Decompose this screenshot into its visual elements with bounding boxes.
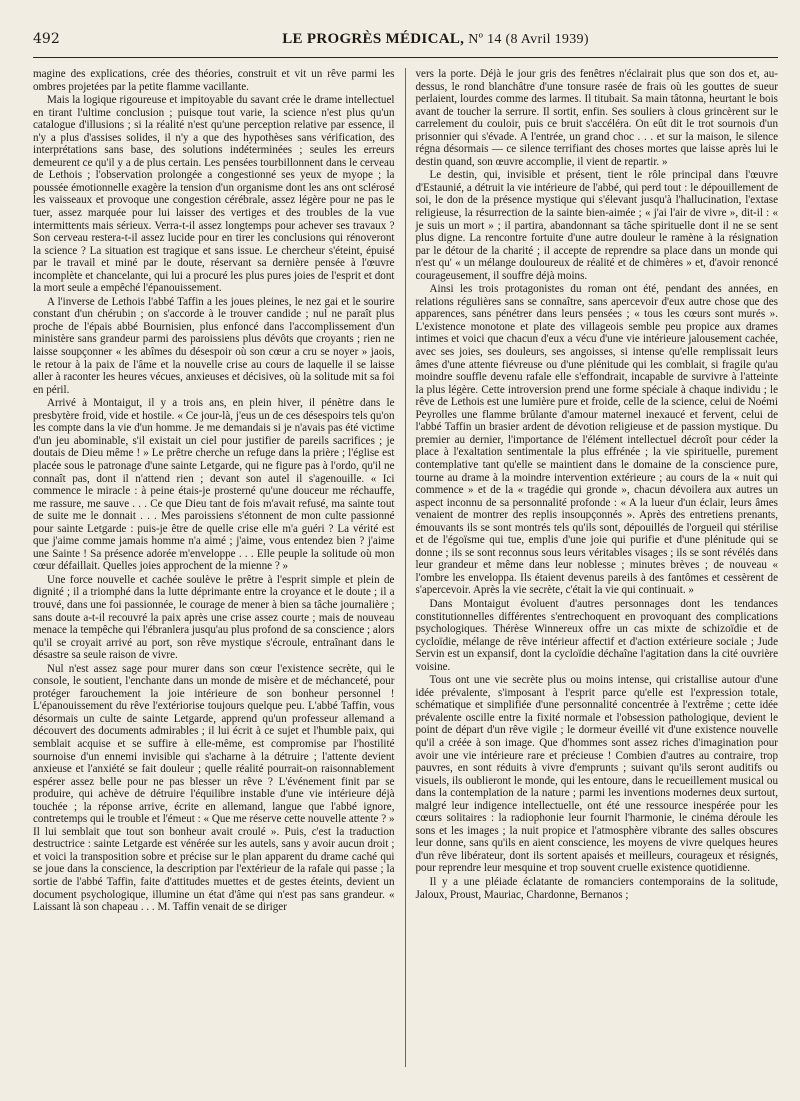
article-body — [33, 68, 778, 1067]
paragraph: Ainsi les trois protagonistes du roman ont été, pendant des années, en relations régulières sans se connaître, sans apercevoir d'eux autre chose que des apparences, sans pénétrer dans leurs pensées ; « tous les cœurs sont murés ». L'existence monotone et plate des villageois semble peu propice aux drames intimes et voici que chacun d'eux a vécu d'une vie intérieure jalousement cachée, avec ses joies, ses douleurs, ses angoisses, si intense qu'elle remplissait leurs âmes d'une attente fiévreuse ou d'une plénitude qui les comblait, si fragile qu'au moindre souffle devenu rafale elle s'effondrait, incapable de survivre à l'atteinte la plus légère. Cette introversion prend une forme spéciale à chaque individu ; le rêve de Lethois est une lumière pure et froide, celle de la science, celui de Noémi Peyrolles une flamme brûlante d'amour maternel inexaucé et fervent, celui de l'abbé Taffin un brasier ardent de dévotion religieuse et de passion mystique. Du premier au dernier, l'importance de l'élément intellectuel décroît pour céder la place à l'exaltation sentimentale la plus effrénée ; la vie spirituelle, purement contemplative tant qu'elle se maintient dans le domaine de la conscience pure, tourne au drame à la moindre intervention extérieure ; au cours de la « nuit qui commence » et de la « tragédie qui gronde », chacun dévoilera aux autres un aspect inconnu de sa personnalité profonde : « A la lueur d'un éclair, leurs âmes venaient de montrer des replis insoupçonnés ». Après des entretiens prenants, émouvants ils se sont montrés tels qu'ils sont, dépouillés de l'orgueil qui stérilise et de l'égoïsme qui tue, emplis d'une joie qui purifie et d'une plénitude qui se donne ; ils se sont reconnus sous leurs véritables visages ; ils se sont révélés dans leur grandeur et même dans leur noblesse ; minutes brèves ; de nouveau « l'ombre les enveloppa. Ils étaient devenus pareils à des fantômes et cessèrent de s'apercevoir. Après la vie secrète, c'était la vie qui continuait. » — [415, 283, 778, 597]
paragraph: Dans Montaigut évoluent d'autres personnages dont les tendances constitutionnelles différentes s'entrechoquent en provoquant des complications psychologiques. Thérèse Winnereux offre un cas mixte de schizoïdie et de cycloïdie, mélange de rêve intérieur affectif et d'action extérieure sociale ; Jude Servin est un expansif, dont la cycloïdie déchaîne l'agitation dans la cité ouvrière voisine. — [415, 597, 778, 673]
running-title — [93, 31, 778, 48]
paragraph: magine des explications, crée des théories, construit et vit un rêve parmi les ombres projetées par la petite flamme vacillante. — [33, 68, 395, 93]
right-column — [406, 68, 779, 1067]
journal-title: LE PROGRÈS MÉDICAL, — [282, 31, 465, 47]
issue-info: Nº 14 (8 Avril 1939) — [468, 32, 589, 47]
paragraph: Il y a une pléiade éclatante de romanciers contemporains de la solitude, Jaloux, Proust, Mauriac, Chardonne, Bernanos ; — [415, 876, 778, 901]
paragraph: Nul n'est assez sage pour murer dans son cœur l'existence secrète, qui le console, le soutient, l'enchante dans un monde de misère et de méchanceté, pour protéger farouchement la joie intérieure de son bonheur personnel ! L'épanouissement du rêve l'extériorise toujours quelque peu. L'abbé Taffin, vous désormais un culte de sainte Letgarde, apprend qu'un professeur allemand a découvert des documents admirables ; il lui écrit à ce sujet et l'humble paix, qui semblait acquise et se suffire à elle-même, est compromise par l'hostilité sournoise d'un ennemi invisible qui s'acharne à la détruire ; l'attente devient anxieuse et l'anxiété se fait douleur ; quelle réalité pourrait-on raisonnablement espérer assez belle pour ne pas blesser un rêve ? L'événement finit par se produire, qui achève de détruire l'équilibre instable d'une vie intérieure déjà touchée ; la réponse arrive, écrite en allemand, langue que l'abbé ignore, contretemps qui le trouble et l'émeut : « Que me réserve cette nouvelle attente ? » Il lui semblait que tout son bonheur avait croulé ». Puis, c'est la traduction destructrice : sainte Letgarde est vénérée sur les autels, sans y avoir aucun droit ; et voici la transposition sobre et précise sur le plan apparent du drame caché qui se joue dans la conscience, la description par l'extérieur de la rafale qui passe ; la sortie de l'abbé Taffin, faite d'attitudes muettes et de gestes éteints, devient un document psychologique, illumine un état d'âme qui n'est pas sans grandeur. « Laissant là son chapeau . . . M. Taffin venait de se diriger — [33, 662, 395, 914]
page-number: 492 — [33, 31, 60, 47]
paragraph: Tous ont une vie secrète plus ou moins intense, qui cristallise autour d'une idée prévalente, s'imposant à l'esprit parce qu'elle est l'expression totale, schématique et simplifiée d'une personnalité concentrée à l'extrême ; cette idée prévalente oscille entre la fixité normale et l'obsession pathologique, devient le point de départ d'un rêve vigile ; le dormeur éveillé vit d'une existence nouvelle qu'il a créée à son image. Que d'hommes sont assez riches d'imagination pour avoir une vie intérieure rare et précieuse ! Combien d'autres au contraire, trop pauvres, en sont réduits à vivre d'emprunts ; suivant qu'ils seront auditifs ou visuels, ils oublieront le monde, qui les entoure, dans le recueillement musical ou dans la contemplation de la nature ; parmi les inventions modernes deux surtout, malgré leur indigence intellectuelle, ont été une ressource inespérée pour les cœurs solitaires : la radiophonie leur fournit l'harmonie, le cinéma déroule les sons et les images ; la nuit propice et l'atmosphère vibrante des salles obscures leur donne, sans qu'ils en aient conscience, les moyens de vivre quelques heures d'un rêve libérateur, dont ils sortent apaisés et meilleurs, courageux et résignés, pour reprendre leur mesquine et trop souvent cruelle existence quotidienne. — [415, 674, 778, 875]
paragraph: vers la porte. Déjà le jour gris des fenêtres n'éclairait plus que son dos et, au-dessus, le rond blanchâtre d'une tonsure rasée de frais où les gouttes de sueur perlaient, lourdes comme des larmes. Il titubait. Sa main tâtonna, heurtant le bois avant de toucher la serrure. Il sortit, enfin. Ses souliers à clous grincèrent sur le carrelement du couloir, puis ce bruit s'accéléra. On eût dit le trot sournois d'un prisonnier qui s'évade. A l'entrée, un grand choc . . . et sur la maison, le silence régna désormais — ce silence terrifiant des choses mortes que laisse après lui le destin quand, son œuvre accomplie, il vient de repartir. » — [415, 68, 778, 168]
paragraph: Mais la logique rigoureuse et impitoyable du savant crée le drame intellectuel en tirant l'ultime conclusion ; puisque tout varie, la science n'est plus qu'un catalogue d'illusions ; si la réalité n'est qu'une perception relative par essence, il n'y a plus d'assises solides, il n'y a que des hypothèses sans vérification, des interprétations sans base, des solutions indéterminées ; seules les erreurs demeurent ce qu'il y a de plus certain. Les pensées tourbillonnent dans le cerveau de Lethois ; l'observation prolongée a congestionné ses yeux de myope ; la poussée émotionnelle exagère la tension d'un organisme dont les ans ont sclérosé les vaisseaux et provoque une congestion cérébrale, assez légère pour ne pas le tuer, assez marquée pour lui laisser des vertiges et des troubles de la vue intermittents mais sérieux. Verra-t-il assez longtemps pour achever ses travaux ? Son cerveau restera-t-il assez lucide pour en tirer les conclusions qui rénoveront la science ? La situation est tragique et sans issue. Le chercheur s'éteint, épuisé par le travail et miné par le doute, réservant sa dernière pensée à l'œuvre incomplète et chancelante, qui lui a procuré les plus pures joies de l'esprit et dont la mort seule a empêché l'épanouissement. — [33, 94, 395, 295]
paragraph: Le destin, qui, invisible et présent, tient le rôle principal dans l'œuvre d'Estaunié, a détruit la vie intérieure de l'abbé, qui perd tout : le dépouillement de soi, le don de la présence mystique qui s'élevant jusqu'à l'hallucination, l'extase religieuse, la résurrection de la sainte bien-aimée ; « j'ai l'air de vivre », dit-il : « je suis un mort » ; il partira, abandonnant sa tâche spirituelle dont il ne se sent plus digne. La rencontre fortuite d'une autre douleur le ramène à la résignation par le détour de la charité ; il accepte de reprendre sa place dans un monde qui n'est qu' « un mélange douloureux de réalité et de chimères » et, d'avoir renoncé courageusement, il souffre déjà moins. — [415, 169, 778, 282]
left-column — [33, 68, 406, 1067]
paragraph: A l'inverse de Lethois l'abbé Taffin a les joues pleines, le nez gai et le sourire constant d'un chérubin ; on s'accorde à le trouver candide ; nul ne paraît plus proche de l'épais abbé Bournisien, plus enfoncé dans l'accomplissement d'un ministère sans grandeur parmi des paroissiens plus dévôts que croyants ; rien ne laisse soupçonner « les abîmes du désespoir où son cœur a cru se noyer » jaois, le retour à la paix de l'âme et la nouvelle crise au cours de laquelle il se laisse aller à raconter les heures vécues, anxieuses et décisives, où la solitude mit sa foi en péril. — [33, 295, 395, 396]
paragraph: Arrivé à Montaigut, il y a trois ans, en plein hiver, il pénètre dans le presbytère froid, vide et hostile. « Ce jour-là, j'eus un de ces désespoirs tels qu'on les compte dans la vie d'un homme. Je me demandais si je n'avais pas été victime d'un jeu abominable, s'il existait un ciel pour justifier de pareils sacrifices ; je doutais de Dieu même ! » Le prêtre cherche un refuge dans la prière ; l'église est placée sous le patronage d'une sainte Letgarde, qui ne figure pas à l'ordo, qu'il ne connaît pas, dont il n'attend rien ; devant son autel il s'agenouille. « Ici commence le miracle : à peine étais-je prosterné qu'une douceur me réchauffe, me rassure, me sauve . . . Ce que Dieu tant de fois m'avait refusé, ma sainte tout de suite me le donnait . . . Mes paroissiens s'étonnent de mon culte passionné pour sainte Letgarde : puis-je être de quelle crise elle m'a guéri ? La vérité est que j'aime comme jamais homme n'a aimé ; j'aime, vous entendez bien ? j'aime une Sainte ! Sa présence adorée m'enveloppe . . . Elle peuple la solitude où mon cœur défaillait. Quelles joies approchent de la mienne ? » — [33, 397, 395, 573]
paragraph: Une force nouvelle et cachée soulève le prêtre à l'esprit simple et plein de dignité ; il a triomphé dans la lutte déprimante entre la croyance et le doute ; il a trouvé, dans une foi passionnée, le courage de mener à bien sa tâche journalière ; sans doute a-t-il recouvré la paix après une crise assez courte ; mais de nouveau menace la tempêche qui l'ébranlera jusqu'au plus profond de sa conscience ; alors qu'il se croyait arrivé au port, son rêve mystique s'écroule, entraînant dans le désastre sa seule raison de vivre. — [33, 573, 395, 662]
running-header — [33, 31, 778, 58]
